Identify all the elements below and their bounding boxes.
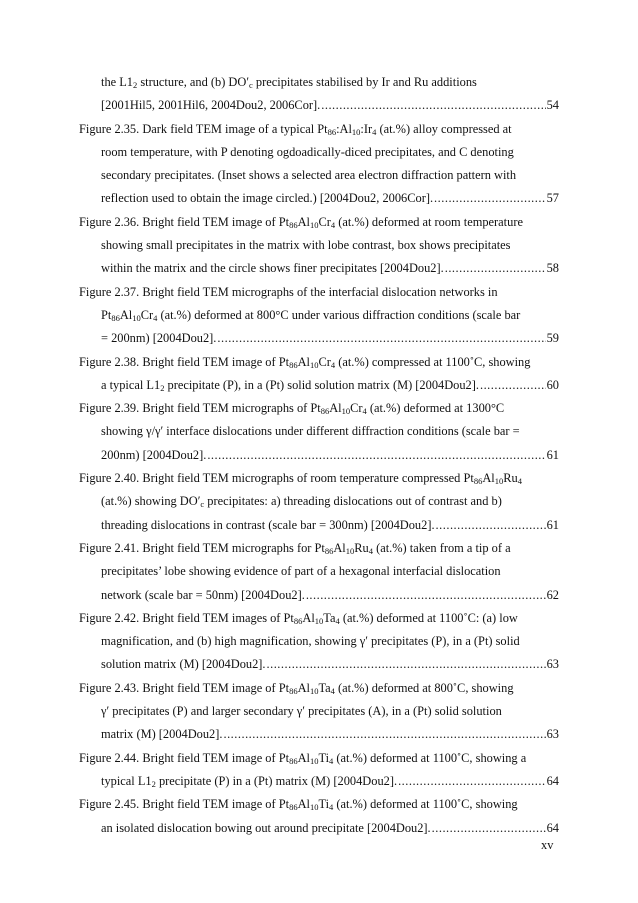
list-of-figures: [79, 71, 559, 840]
dot-leader: [434, 187, 546, 210]
figure-entry[interactable]: [79, 793, 559, 840]
dot-leader: [398, 770, 546, 793]
dot-leader: [445, 257, 546, 280]
figure-entry-last-line: [79, 257, 559, 280]
figure-entry-line: Figure 2.45. Bright field TEM image of $Pt_{86}Al_{10}Ti_4$ (at.%) deformed at 1100˚C, showing: [79, 797, 518, 813]
figure-entry-last-line: [79, 653, 559, 676]
figure-caption-text: solution matrix (M) [2004Dou2].: [101, 657, 266, 672]
figure-entry-last-line: [79, 327, 559, 350]
figure-entry-line: (at.%) showing $DO'_c$ precipitates: a) threading dislocations out of contrast and b): [101, 494, 502, 510]
figure-caption-text: a typical $L1_2$ precipitate (P), in a (Pt) solid solution matrix (M) [2004Dou2].: [101, 377, 479, 393]
dot-leader: [223, 723, 545, 746]
figure-entry-line: Figure 2.37. Bright field TEM micrographs of the interfacial dislocation networks in: [79, 284, 498, 299]
figure-entry[interactable]: [79, 351, 559, 398]
figure-entry-line: showing small precipitates in the matrix with lobe contrast, box shows precipitates: [101, 238, 511, 253]
figure-entry-last-line: [79, 817, 559, 840]
figure-page-number: 60: [546, 377, 559, 392]
figure-entry-line: Figure 2.38. Bright field TEM image of $Pt_{86}Al_{10}Cr_4$ (at.%) compressed at 1100˚C, showing: [79, 354, 531, 370]
figure-entry[interactable]: [79, 607, 559, 677]
figure-entry[interactable]: [79, 118, 559, 211]
figure-entry-line: Figure 2.35. Dark field TEM image of a typical $Pt_{86}:Al_{10}:Ir_4$ (at.%) alloy compressed at: [79, 121, 512, 137]
figure-entry[interactable]: [79, 747, 559, 794]
figure-page-number: 57: [546, 191, 559, 206]
figure-entry-line: Figure 2.44. Bright field TEM image of $Pt_{86}Al_{10}Ti_4$ (at.%) deformed at 1100˚C, showing a: [79, 750, 527, 766]
figure-caption-text: matrix (M) [2004Dou2].: [101, 727, 223, 742]
figure-entry[interactable]: [79, 677, 559, 747]
figure-caption-text: threading dislocations in contrast (scale bar = 300nm) [2004Dou2].: [101, 517, 435, 532]
figure-caption-text: an isolated dislocation bowing out around precipitate [2004Dou2].: [101, 820, 431, 835]
figure-entry-line: Figure 2.40. Bright field TEM micrographs of room temperature compressed $Pt_{86}Al_{10}Ru_4$: [79, 471, 522, 487]
dot-leader: [267, 653, 546, 676]
figure-entry-last-line: [79, 94, 559, 117]
figure-entry-line: γ′ precipitates (P) and larger secondary γ′ precipitates (A), in a (Pt) solid solution: [101, 704, 502, 719]
figure-caption-text: [2001Hil5, 2001Hil6, 2004Dou2, 2006Cor].: [101, 98, 321, 113]
dot-leader: [432, 817, 546, 840]
figure-caption-text: = 200nm) [2004Dou2].: [101, 331, 217, 346]
figure-entry[interactable]: [79, 211, 559, 281]
figure-entry-last-line: [79, 374, 559, 397]
figure-entry-line: Figure 2.39. Bright field TEM micrographs of $Pt_{86}Al_{10}Cr_4$ (at.%) deformed at 1300°C: [79, 401, 505, 417]
figure-page-number: 64: [546, 820, 559, 835]
figure-caption-text: typical $L1_2$ precipitate (P) in a (Pt) matrix (M) [2004Dou2].: [101, 773, 398, 789]
figure-page-number: 63: [546, 727, 559, 742]
page-number: xv: [541, 838, 554, 852]
figure-entry[interactable]: [79, 397, 559, 467]
figure-page-number: 61: [546, 447, 559, 462]
figure-entry[interactable]: [79, 71, 559, 118]
figure-entry-line: precipitates’ lobe showing evidence of part of a hexagonal interfacial dislocation: [101, 564, 501, 579]
dot-leader: [436, 514, 546, 537]
figure-entry-line: Figure 2.41. Bright field TEM micrographs for $Pt_{86}Al_{10}Ru_4$ (at.%) taken from a tip of a: [79, 540, 511, 556]
figure-entry-last-line: [79, 187, 559, 210]
figure-entry-line: secondary precipitates. (Inset shows a selected area electron diffraction pattern with: [101, 168, 517, 183]
figure-entry-line: Figure 2.43. Bright field TEM image of $Pt_{86}Al_{10}Ta_4$ (at.%) deformed at 800˚C, showing: [79, 680, 514, 696]
figure-page-number: 63: [546, 657, 559, 672]
figure-entry[interactable]: [79, 281, 559, 351]
dot-leader: [480, 374, 546, 397]
figure-entry-last-line: [79, 514, 559, 537]
dot-leader: [321, 94, 545, 117]
figure-entry[interactable]: [79, 467, 559, 537]
figure-page-number: 58: [546, 261, 559, 276]
figure-entry-last-line: [79, 770, 559, 793]
figure-entry-last-line: [79, 444, 559, 467]
figure-entry-line: $Pt_{86}Al_{10}Cr_4$ (at.%) deformed at 800°C under various diffraction conditions (scale bar: [101, 307, 521, 323]
dot-leader: [306, 584, 546, 607]
figure-entry-line: the $L1_2$ structure, and (b) $DO'_c$ precipitates stabilised by Ir and Ru additions: [101, 75, 477, 90]
figure-page-number: 64: [546, 773, 559, 788]
figure-caption-text: within the matrix and the circle shows finer precipitates [2004Dou2].: [101, 261, 444, 276]
figure-entry-line: room temperature, with P denoting ogdoadically-diced precipitates, and C denoting: [101, 144, 514, 159]
figure-entry-last-line: [79, 723, 559, 746]
figure-caption-text: network (scale bar = 50nm) [2004Dou2].: [101, 587, 305, 602]
figure-page-number: 62: [546, 587, 559, 602]
figure-entry-line: Figure 2.42. Bright field TEM images of $Pt_{86}Al_{10}Ta_4$ (at.%) deformed at 1100˚C: (a) low: [79, 610, 518, 626]
figure-caption-text: 200nm) [2004Dou2].: [101, 447, 207, 462]
figure-page-number: 61: [546, 517, 559, 532]
figure-entry-last-line: [79, 584, 559, 607]
figure-entry-line: magnification, and (b) high magnification, showing γ′ precipitates (P), in a (Pt) solid: [101, 634, 520, 649]
figure-page-number: 54: [546, 98, 559, 113]
figure-entry-line: showing γ/γ′ interface dislocations under different diffraction conditions (scale bar =: [101, 424, 520, 439]
figure-page-number: 59: [546, 331, 559, 346]
dot-leader: [207, 444, 545, 467]
dot-leader: [217, 327, 545, 350]
figure-entry-line: Figure 2.36. Bright field TEM image of $Pt_{86}Al_{10}Cr_4$ (at.%) deformed at room temperature: [79, 214, 523, 230]
figure-entry[interactable]: [79, 537, 559, 607]
figure-caption-text: reflection used to obtain the image circled.) [2004Dou2, 2006Cor].: [101, 191, 434, 206]
